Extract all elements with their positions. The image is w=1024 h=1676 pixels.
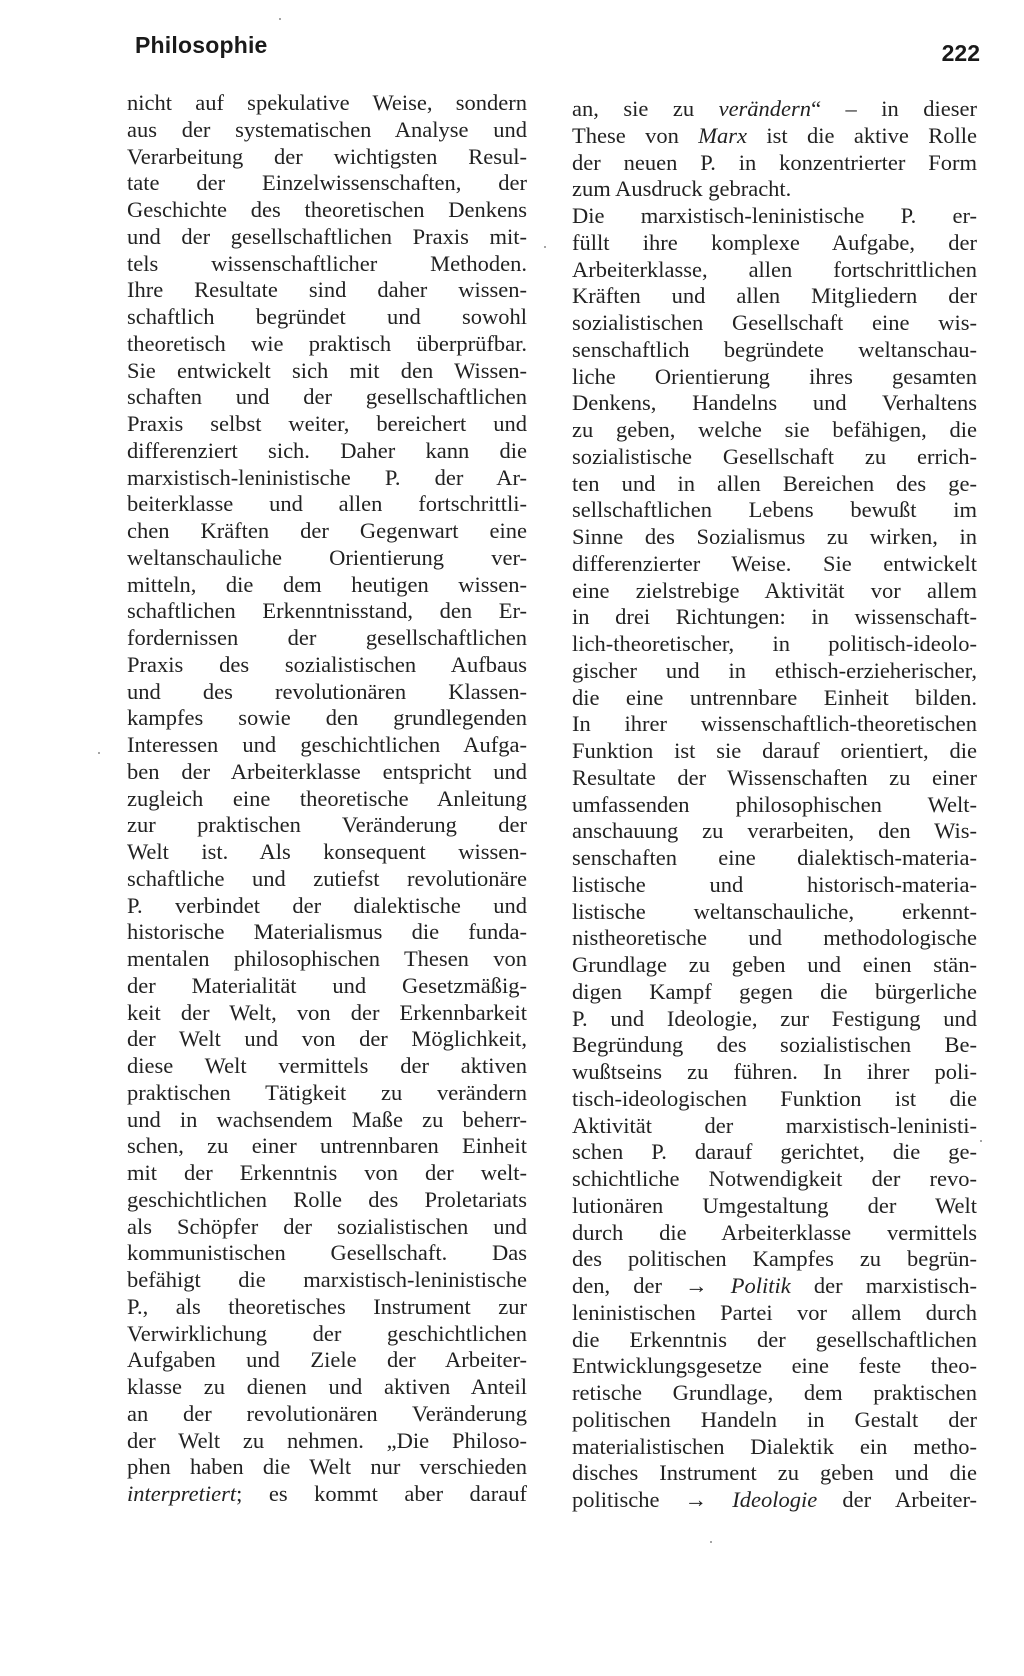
text-line: Grundlage zu geben und einen stän- xyxy=(572,952,977,977)
print-speck xyxy=(710,1541,712,1543)
text-line: mitteln, die dem heutigen wissen- xyxy=(127,571,527,597)
text-line: der neuen P. in konzentrierter Form xyxy=(572,149,977,175)
text-line: materialistischen Dialektik ein metho- xyxy=(572,1433,977,1459)
text-line: mentalen philosophischen Thesen von xyxy=(127,946,527,971)
text-line: disches Instrument zu geben und die xyxy=(572,1460,977,1486)
text-line: Praxis selbst weiter, bereichert und xyxy=(127,411,527,436)
print-speck xyxy=(980,1140,982,1142)
italic-term: Marx xyxy=(698,122,747,148)
print-speck xyxy=(544,246,546,248)
text-line: Begründung des sozialistischen Be- xyxy=(572,1032,977,1058)
text-line: Aufgaben und Ziele der Arbeiter- xyxy=(127,1347,527,1373)
text-line: kampfes sowie den grundlegenden xyxy=(127,705,527,731)
text-fragment: den, der xyxy=(572,1273,686,1298)
text-fragment: ist die aktive Rolle xyxy=(747,122,977,148)
text-line: Funktion ist sie darauf orientiert, die xyxy=(572,738,977,763)
text-line: gischer und in ethisch-erzieherischer, xyxy=(572,657,977,683)
text-line: senschaften eine dialektisch-materia- xyxy=(572,845,977,870)
text-line: Geschichte des theoretischen Denkens xyxy=(127,197,527,222)
text-line: ten und in allen Bereichen des ge- xyxy=(572,470,977,496)
text-line: der Welt zu nehmen. „Die Philoso- xyxy=(127,1427,527,1453)
text-line: kommunistischen Gesellschaft. Das xyxy=(127,1240,527,1266)
text-line: Welt ist. Als konsequent wissen- xyxy=(127,839,527,864)
text-line: schen, zu einer untrennbaren Einheit xyxy=(127,1133,527,1159)
text-line: differenziert sich. Daher kann die xyxy=(127,437,527,463)
cross-reference-arrow-icon: → xyxy=(684,1487,708,1512)
text-line: sozialistische Gesellschaft zu errich- xyxy=(572,443,977,469)
text-fragment: ; es kommt aber darauf xyxy=(236,1481,527,1506)
text-line: Kräften und allen Mitgliedern der xyxy=(572,283,977,309)
text-line: mit der Erkenntnis von der welt- xyxy=(127,1160,527,1185)
text-line: historische Materialismus die funda- xyxy=(127,919,527,945)
right-text-column xyxy=(572,96,977,1514)
text-line: schaftlich begründet und sowohl xyxy=(127,304,527,329)
text-line: durch die Arbeiterklasse vermittels xyxy=(572,1219,977,1245)
text-line: Die marxistisch-leninistische P. er- xyxy=(572,203,977,228)
text-line: Sinne des Sozialismus zu wirken, in xyxy=(572,524,977,549)
text-line: tisch-ideologischen Funktion ist die xyxy=(572,1085,977,1111)
left-text-column xyxy=(127,90,527,1508)
text-line: zu geben, welche sie befähigen, die xyxy=(572,417,977,442)
text-line: zugleich eine theoretische Anleitung xyxy=(127,785,527,811)
text-line: diese Welt vermittels der aktiven xyxy=(127,1053,527,1078)
text-line-last xyxy=(127,1481,527,1508)
text-line: und des revolutionären Klassen- xyxy=(127,678,527,704)
text-line: praktischen Tätigkeit zu verändern xyxy=(127,1079,527,1105)
text-line: umfassenden philosophischen Welt- xyxy=(572,791,977,817)
text-line: zur praktischen Veränderung der xyxy=(127,812,527,838)
text-line: weltanschauliche Orientierung ver- xyxy=(127,544,527,570)
text-line: der Welt und von der Möglichkeit, xyxy=(127,1026,527,1052)
text-line: P., als theoretisches Instrument zur xyxy=(127,1293,527,1319)
text-line: Arbeiterklasse, allen fortschrittlichen xyxy=(572,256,977,282)
italic-term: verändern xyxy=(718,96,812,121)
text-line: befähigt die marxistisch-leninistische xyxy=(127,1267,527,1292)
text-line: fordernissen der gesellschaftlichen xyxy=(127,625,527,650)
page-number: 222 xyxy=(941,40,980,66)
text-line: als Schöpfer der sozialistischen und xyxy=(127,1213,527,1239)
cross-reference-arrow-icon: → xyxy=(685,1273,708,1298)
text-line: keit der Welt, von der Erkennbarkeit xyxy=(127,999,527,1025)
text-line: füllt ihre komplexe Aufgabe, der xyxy=(572,229,977,255)
text-line: Praxis des sozialistischen Aufbaus xyxy=(127,651,527,677)
text-line: chen Kräften der Gegenwart eine xyxy=(127,518,527,543)
text-fragment: der Arbeiter- xyxy=(817,1487,977,1512)
text-line: schaftlichen Erkenntnisstand, den Er- xyxy=(127,598,527,624)
cross-reference-politik[interactable]: Politik xyxy=(730,1273,791,1298)
text-line: Denkens, Handelns und Verhaltens xyxy=(572,390,977,416)
text-line: lutionären Umgestaltung der Welt xyxy=(572,1192,977,1218)
text-line: Verarbeitung der wichtigsten Resul- xyxy=(127,143,527,169)
text-line: theoretisch wie praktisch überprüfbar. xyxy=(127,330,527,356)
text-fragment: an, sie zu xyxy=(572,96,719,121)
text-line: politischen Handeln in Gestalt der xyxy=(572,1406,977,1432)
text-line: tate der Einzelwissenschaften, der xyxy=(127,170,527,196)
text-line: retische Grundlage, dem praktischen xyxy=(572,1380,977,1405)
text-line: listische und historisch-materia- xyxy=(572,871,977,897)
text-line: listische weltanschauliche, erkennt- xyxy=(572,898,977,924)
text-line: schaftliche und zutiefst revolutionäre xyxy=(127,865,527,891)
text-line: tels wissenschaftlicher Methoden. xyxy=(127,250,527,276)
italic-term: interpretiert xyxy=(127,1481,237,1506)
text-line: beiterklasse und allen fortschrittli- xyxy=(127,491,527,517)
print-speck xyxy=(279,18,281,20)
text-line: schichtliche Notwendigkeit der revo- xyxy=(572,1166,977,1191)
text-fragment: “ – in dieser xyxy=(811,96,977,121)
text-line: geschichtlichen Rolle des Proletariats xyxy=(127,1186,527,1212)
text-line: und in wachsendem Maße zu beherr- xyxy=(127,1106,527,1132)
text-line: lich-theoretischer, in politisch-ideolo- xyxy=(572,631,977,656)
text-line-ideologie xyxy=(572,1487,977,1514)
text-line: an der revolutionären Veränderung xyxy=(127,1400,527,1426)
text-line: Entwicklungsgesetze eine feste theo- xyxy=(572,1353,977,1379)
cross-reference-ideologie[interactable]: Ideologie xyxy=(732,1487,818,1512)
text-line: schen P. darauf gerichtet, die ge- xyxy=(572,1139,977,1165)
section-title: Philosophie xyxy=(135,32,268,58)
text-line: marxistisch-leninistische P. der Ar- xyxy=(127,464,527,490)
text-line-marx xyxy=(572,123,977,150)
text-line: Ihre Resultate sind daher wissen- xyxy=(127,277,527,303)
text-line: sellschaftlichen Lebens bewußt im xyxy=(572,497,977,523)
text-line: nistheoretische und methodologische xyxy=(572,925,977,951)
text-line: Sie entwickelt sich mit den Wissen- xyxy=(127,357,527,383)
text-line: ben der Arbeiterklasse entspricht und xyxy=(127,758,527,784)
text-line: eine zielstrebige Aktivität vor allem xyxy=(572,577,977,603)
text-line: des politischen Kampfes zu begrün- xyxy=(572,1246,977,1272)
text-line: anschauung zu verarbeiten, den Wis- xyxy=(572,818,977,844)
text-line: zum Ausdruck gebracht. xyxy=(572,176,792,202)
text-line: liche Orientierung ihres gesamten xyxy=(572,363,977,389)
text-line: leninistischen Partei vor allem durch xyxy=(572,1299,977,1325)
text-line: digen Kampf gegen die bürgerliche xyxy=(572,978,977,1004)
text-line: Verwirklichung der geschichtlichen xyxy=(127,1320,527,1346)
text-fragment: der marxistisch- xyxy=(790,1273,977,1298)
text-line: Interessen und geschichtlichen Aufga- xyxy=(127,732,527,757)
text-line-politik xyxy=(572,1273,977,1300)
text-line: und der gesellschaftlichen Praxis mit- xyxy=(127,223,527,249)
text-fragment: politische xyxy=(572,1487,685,1512)
text-line: P. verbindet der dialektische und xyxy=(127,892,527,918)
text-line: Aktivität der marxistisch-leninisti- xyxy=(572,1112,977,1138)
text-line: differenzierter Weise. Sie entwickelt xyxy=(572,550,977,576)
text-line: schaften und der gesellschaftlichen xyxy=(127,384,527,410)
text-line: In ihrer wissenschaftlich-theoretischen xyxy=(572,711,977,737)
print-speck xyxy=(98,752,100,754)
text-line: P. und Ideologie, zur Festigung und xyxy=(572,1005,977,1031)
text-line: die eine untrennbare Einheit bilden. xyxy=(572,684,977,710)
text-line: sozialistischen Gesellschaft eine wis- xyxy=(572,310,977,335)
text-line: die Erkenntnis der gesellschaftlichen xyxy=(572,1326,977,1352)
text-line: phen haben die Welt nur verschieden xyxy=(127,1454,527,1480)
text-line: Resultate der Wissenschaften zu einer xyxy=(572,764,977,790)
text-line: klasse zu dienen und aktiven Anteil xyxy=(127,1374,527,1399)
text-line: aus der systematischen Analyse und xyxy=(127,116,527,142)
text-line: wußtseins zu führen. In ihrer poli- xyxy=(572,1059,977,1084)
text-line: in drei Richtungen: in wissenschaft- xyxy=(572,604,977,630)
text-line: senschaftlich begründete weltanschau- xyxy=(572,336,977,362)
text-fragment: These von xyxy=(572,122,699,148)
text-line: nicht auf spekulative Weise, sondern xyxy=(127,90,527,115)
text-line-quote xyxy=(572,96,977,123)
text-line: der Materialität und Gesetzmäßig- xyxy=(127,972,527,998)
